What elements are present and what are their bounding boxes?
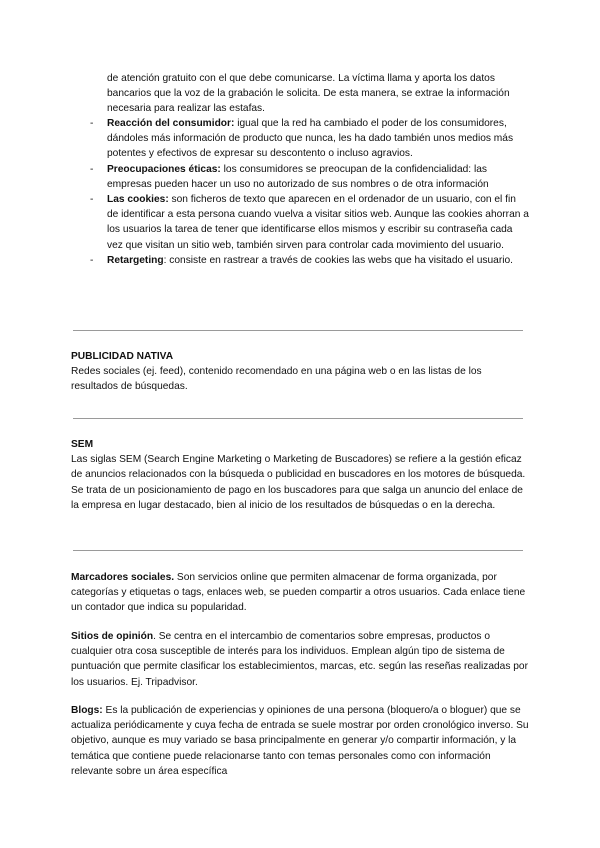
bullet-item-cookies — [90, 192, 530, 253]
bullet-marker: - — [90, 163, 94, 175]
paragraph-term: Sitios de opinión — [71, 631, 154, 642]
paragraph-blogs — [71, 703, 531, 779]
divider-3 — [73, 550, 523, 551]
bullet-term: Preocupaciones éticas: — [107, 163, 221, 175]
bullet-term: Retargeting — [107, 254, 164, 266]
paragraph-text: Es la publicación de experiencias y opiniones de una persona (bloquero/a o bloguer) que se actualiza periódicamente y cuya fecha de entrada se suele mostrar por orden cronológico inverso. Su objetivo, aunque es muy variado se basa principalmente en generar y/o compartir información, y la temática que contiene puede relacionarse tanto con temas personales como con información relevante sobre un área específica — [71, 705, 529, 777]
section-publicidad-nativa — [71, 349, 531, 395]
bullet-marker: - — [90, 254, 94, 266]
bullet-text: igual que la red ha cambiado el poder de los consumidores, dándoles más información de producto que nunca, les ha dado también unos medios más potentes y efectivos de expresar su descontento o incluso agravios. — [107, 118, 514, 160]
divider-2 — [73, 418, 523, 419]
section-sem — [71, 437, 531, 513]
paragraph-term: Marcadores sociales. — [71, 572, 175, 583]
paragraph-text: . Se centra en el intercambio de comentarios sobre empresas, productos o cualquier otra cosa susceptible de interés para los individuos. Emplean algún tipo de sistema de puntuación que permite clasificar los establecimientos, marcas, etc. según las reseñas realizadas por los usuarios. Ej. Tripadvisor. — [71, 631, 528, 688]
bullet-term: Reacción del consumidor: — [107, 118, 235, 129]
paragraph-sitios-opinion — [71, 629, 531, 690]
intro-continuation: de atención gratuito con el que debe comunicarse. La víctima llama y aporta los datos bancarios que la voz de la grabación le solicita. De esta manera, se extrae la información necesaria para realizar las estafas. — [107, 73, 510, 115]
bullet-marker: - — [90, 194, 94, 206]
bullet-text: son ficheros de texto que aparecen en el ordenador de un usuario, con el fin de identificar a esta persona cuando vuelva a visitar sitios web. Aunque las cookies ahorran a los usuarios la tarea de tener que identificarse ellos mismos y escribir su contraseña cada vez que visitan un sitio web, también sirven para controlar cada movimiento del usuario. — [107, 194, 529, 251]
bullet-item-preocupaciones — [90, 162, 530, 192]
bullet-item-reaccion — [90, 116, 530, 162]
section-body: Las siglas SEM (Search Engine Marketing o Marketing de Buscadores) se refiere a la gestión eficaz de anuncios relacionados con la búsqueda o publicidad en buscadores en los motores de búsqueda. Se trata de un posicionamiento de pago en los buscadores para que salga un anuncio del enlace de la empresa en lugar destacado, bien al inicio de los resultados de búsquedas o en la derecha. — [71, 454, 526, 511]
bullet-text: : consiste en rastrear a través de cookies las webs que ha visitado el usuario. — [163, 254, 513, 266]
divider-1 — [73, 330, 523, 331]
paragraph-marcadores-sociales — [71, 570, 531, 616]
bullet-text: los consumidores se preocupan de la confidencialidad: las empresas pueden hacer un uso no autorizado de sus nombres o de otra información — [107, 163, 489, 190]
section-title: SEM — [71, 439, 94, 450]
bullet-marker: - — [90, 118, 94, 129]
bullet-item-retargeting — [90, 253, 530, 268]
bullet-list — [90, 116, 530, 268]
section-title: PUBLICIDAD NATIVA — [71, 351, 174, 362]
paragraph-term: Blogs: — [71, 705, 103, 716]
section-body: Redes sociales (ej. feed), contenido recomendado en una página web o en las listas de los resultados de búsquedas. — [71, 366, 482, 393]
bullet-term: Las cookies: — [107, 194, 169, 206]
paragraph-text: Son servicios online que permiten almacenar de forma organizada, por categorías y etiquetas o tags, enlaces web, se pueden compartir a otros usuarios. Cada enlace tiene un contador que indica su popularidad. — [71, 572, 526, 614]
